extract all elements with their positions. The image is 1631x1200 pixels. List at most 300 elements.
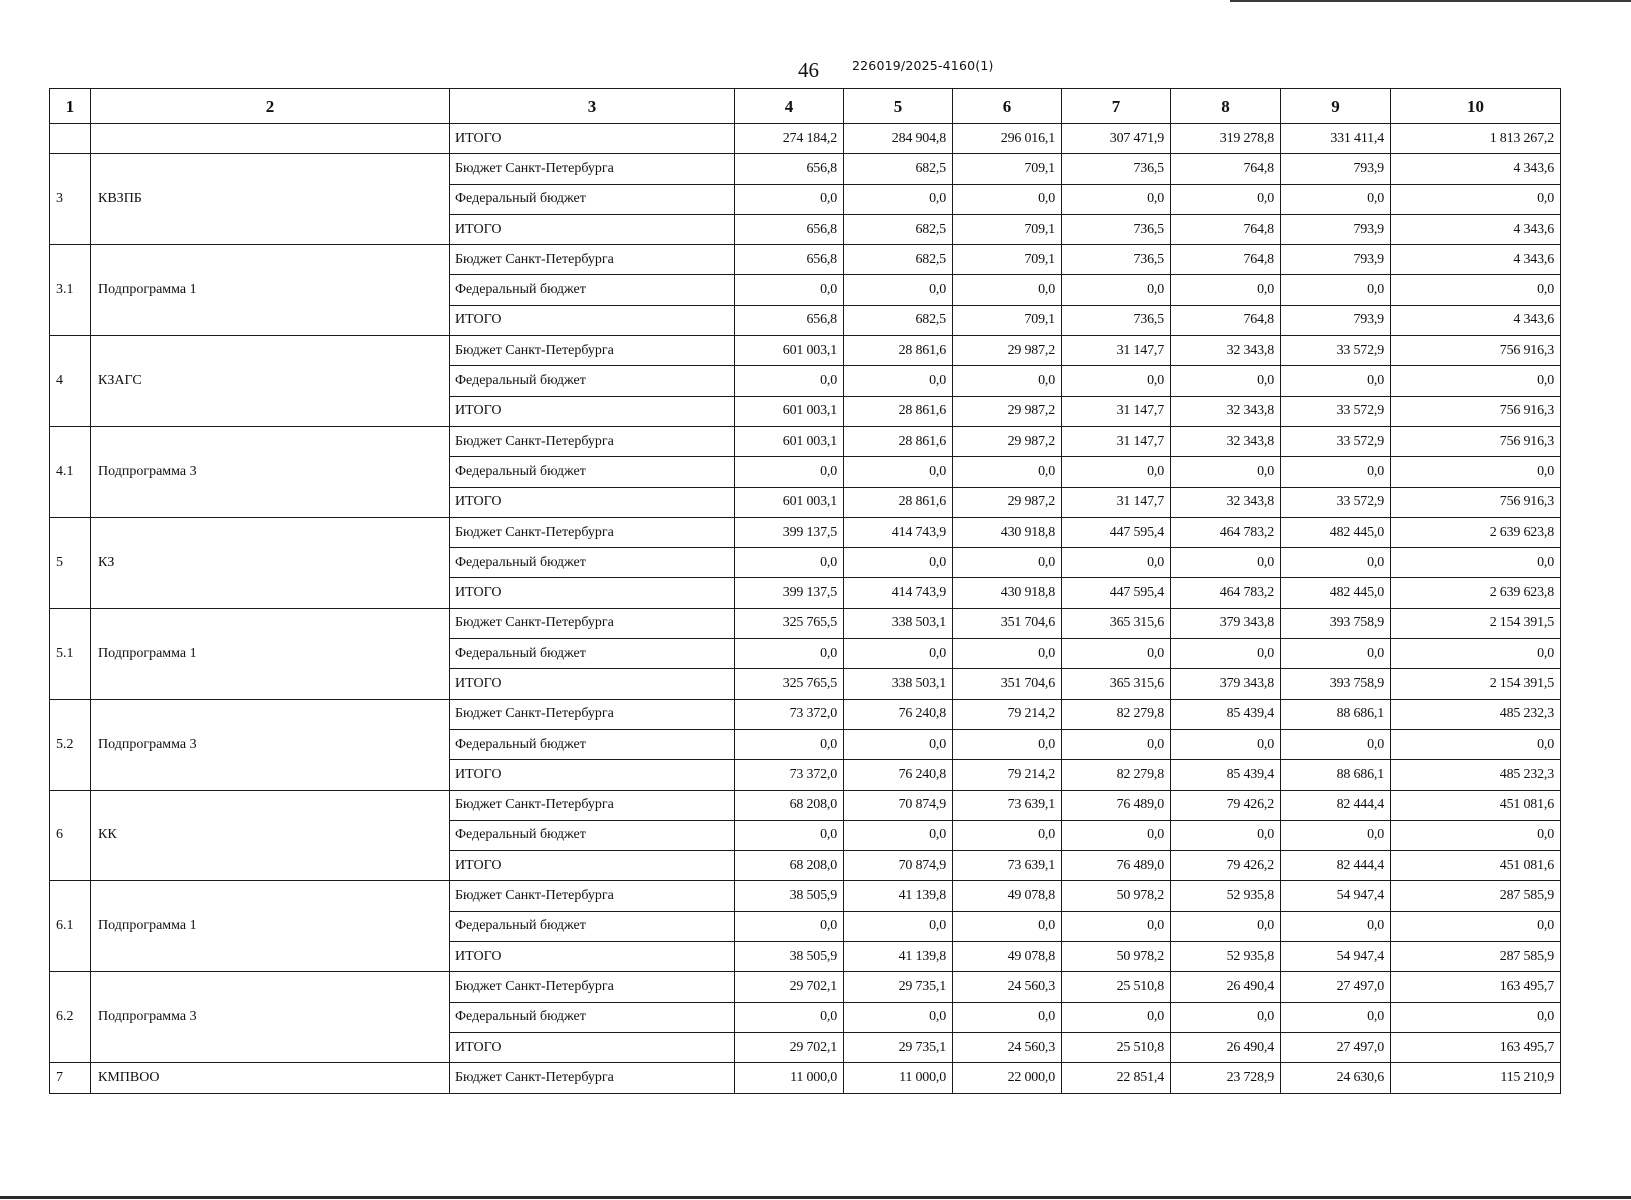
organization-or-subprogram-cell: КМПВОО <box>91 1063 450 1093</box>
amount-cell-col-8: 32 343,8 <box>1171 336 1281 366</box>
amount-cell-col-5: 0,0 <box>844 275 953 305</box>
amount-cell-col-9: 0,0 <box>1281 639 1391 669</box>
scan-edge-top <box>1230 0 1631 2</box>
amount-cell-col-4: 656,8 <box>735 305 844 335</box>
funding-source-cell: Бюджет Санкт-Петербурга <box>450 881 735 911</box>
funding-source-cell: ИТОГО <box>450 487 735 517</box>
amount-cell-col-7: 736,5 <box>1062 245 1171 275</box>
amount-cell-col-6: 0,0 <box>953 1002 1062 1032</box>
amount-cell-col-4: 325 765,5 <box>735 608 844 638</box>
table-row <box>50 881 1561 911</box>
amount-cell-col-10: 287 585,9 <box>1391 881 1561 911</box>
amount-cell-col-9: 393 758,9 <box>1281 669 1391 699</box>
row-code-cell: 4.1 <box>50 426 91 517</box>
column-header-9: 9 <box>1281 89 1391 124</box>
amount-cell-col-6: 22 000,0 <box>953 1063 1062 1093</box>
amount-cell-col-6: 0,0 <box>953 366 1062 396</box>
page-number: 46 <box>798 58 819 82</box>
amount-cell-col-6: 0,0 <box>953 548 1062 578</box>
amount-cell-col-7: 22 851,4 <box>1062 1063 1171 1093</box>
amount-cell-col-7: 365 315,6 <box>1062 608 1171 638</box>
amount-cell-col-5: 28 861,6 <box>844 487 953 517</box>
amount-cell-col-8: 0,0 <box>1171 911 1281 941</box>
amount-cell-col-6: 24 560,3 <box>953 1032 1062 1062</box>
amount-cell-col-9: 82 444,4 <box>1281 851 1391 881</box>
amount-cell-col-9: 0,0 <box>1281 1002 1391 1032</box>
funding-source-cell: Федеральный бюджет <box>450 911 735 941</box>
amount-cell-col-6: 296 016,1 <box>953 124 1062 154</box>
amount-cell-col-10: 163 495,7 <box>1391 972 1561 1002</box>
funding-source-cell: Бюджет Санкт-Петербурга <box>450 517 735 547</box>
amount-cell-col-8: 26 490,4 <box>1171 972 1281 1002</box>
amount-cell-col-7: 31 147,7 <box>1062 336 1171 366</box>
amount-cell-col-6: 0,0 <box>953 911 1062 941</box>
amount-cell-col-9: 0,0 <box>1281 911 1391 941</box>
funding-source-cell: Федеральный бюджет <box>450 457 735 487</box>
amount-cell-col-7: 0,0 <box>1062 729 1171 759</box>
amount-cell-col-10: 163 495,7 <box>1391 1032 1561 1062</box>
amount-cell-col-4: 0,0 <box>735 184 844 214</box>
amount-cell-col-10: 0,0 <box>1391 1002 1561 1032</box>
amount-cell-col-8: 379 343,8 <box>1171 608 1281 638</box>
amount-cell-col-4: 601 003,1 <box>735 396 844 426</box>
funding-source-cell: Федеральный бюджет <box>450 548 735 578</box>
amount-cell-col-4: 656,8 <box>735 154 844 184</box>
amount-cell-col-9: 54 947,4 <box>1281 942 1391 972</box>
amount-cell-col-6: 0,0 <box>953 639 1062 669</box>
row-code-cell: 6 <box>50 790 91 881</box>
amount-cell-col-6: 709,1 <box>953 245 1062 275</box>
amount-cell-col-4: 0,0 <box>735 457 844 487</box>
amount-cell-col-8: 0,0 <box>1171 639 1281 669</box>
row-code-cell: 4 <box>50 336 91 427</box>
amount-cell-col-4: 0,0 <box>735 729 844 759</box>
funding-source-cell: Федеральный бюджет <box>450 639 735 669</box>
amount-cell-col-6: 29 987,2 <box>953 426 1062 456</box>
amount-cell-col-8: 0,0 <box>1171 184 1281 214</box>
amount-cell-col-6: 29 987,2 <box>953 336 1062 366</box>
amount-cell-col-7: 0,0 <box>1062 457 1171 487</box>
amount-cell-col-10: 0,0 <box>1391 366 1561 396</box>
amount-cell-col-4: 274 184,2 <box>735 124 844 154</box>
funding-source-cell: ИТОГО <box>450 669 735 699</box>
empty-code-cell <box>50 124 91 154</box>
amount-cell-col-10: 0,0 <box>1391 729 1561 759</box>
amount-cell-col-6: 24 560,3 <box>953 972 1062 1002</box>
amount-cell-col-5: 0,0 <box>844 911 953 941</box>
amount-cell-col-7: 0,0 <box>1062 1002 1171 1032</box>
amount-cell-col-8: 0,0 <box>1171 548 1281 578</box>
funding-source-cell: Бюджет Санкт-Петербурга <box>450 245 735 275</box>
amount-cell-col-9: 54 947,4 <box>1281 881 1391 911</box>
table-body <box>50 124 1561 1094</box>
amount-cell-col-10: 4 343,6 <box>1391 214 1561 244</box>
amount-cell-col-7: 0,0 <box>1062 184 1171 214</box>
amount-cell-col-10: 756 916,3 <box>1391 426 1561 456</box>
table-row <box>50 608 1561 638</box>
amount-cell-col-9: 27 497,0 <box>1281 972 1391 1002</box>
amount-cell-col-4: 73 372,0 <box>735 699 844 729</box>
amount-cell-col-4: 601 003,1 <box>735 426 844 456</box>
column-header-1: 1 <box>50 89 91 124</box>
amount-cell-col-4: 68 208,0 <box>735 790 844 820</box>
funding-source-cell: ИТОГО <box>450 760 735 790</box>
amount-cell-col-6: 0,0 <box>953 820 1062 850</box>
funding-source-cell: Федеральный бюджет <box>450 820 735 850</box>
amount-cell-col-7: 31 147,7 <box>1062 487 1171 517</box>
amount-cell-col-10: 0,0 <box>1391 911 1561 941</box>
amount-cell-col-5: 0,0 <box>844 1002 953 1032</box>
amount-cell-col-9: 24 630,6 <box>1281 1063 1391 1093</box>
amount-cell-col-6: 0,0 <box>953 275 1062 305</box>
row-code-cell: 3 <box>50 154 91 245</box>
amount-cell-col-7: 0,0 <box>1062 548 1171 578</box>
amount-cell-col-5: 414 743,9 <box>844 578 953 608</box>
amount-cell-col-10: 4 343,6 <box>1391 245 1561 275</box>
amount-cell-col-7: 50 978,2 <box>1062 942 1171 972</box>
table-row <box>50 699 1561 729</box>
amount-cell-col-6: 79 214,2 <box>953 699 1062 729</box>
amount-cell-col-5: 0,0 <box>844 457 953 487</box>
amount-cell-col-6: 430 918,8 <box>953 517 1062 547</box>
amount-cell-col-6: 0,0 <box>953 184 1062 214</box>
row-code-cell: 5 <box>50 517 91 608</box>
amount-cell-col-4: 68 208,0 <box>735 851 844 881</box>
document-registration-stamp: 226019/2025-4160(1) <box>852 58 994 73</box>
amount-cell-col-9: 0,0 <box>1281 366 1391 396</box>
table-row <box>50 972 1561 1002</box>
carryover-total-row <box>50 124 1561 154</box>
amount-cell-col-5: 11 000,0 <box>844 1063 953 1093</box>
amount-cell-col-5: 682,5 <box>844 245 953 275</box>
amount-cell-col-9: 33 572,9 <box>1281 487 1391 517</box>
funding-source-cell: ИТОГО <box>450 305 735 335</box>
amount-cell-col-4: 38 505,9 <box>735 942 844 972</box>
table-row <box>50 336 1561 366</box>
amount-cell-col-9: 0,0 <box>1281 820 1391 850</box>
amount-cell-col-8: 0,0 <box>1171 366 1281 396</box>
amount-cell-col-8: 79 426,2 <box>1171 790 1281 820</box>
amount-cell-col-10: 0,0 <box>1391 639 1561 669</box>
funding-source-cell: Бюджет Санкт-Петербурга <box>450 336 735 366</box>
amount-cell-col-4: 29 702,1 <box>735 972 844 1002</box>
amount-cell-col-5: 29 735,1 <box>844 972 953 1002</box>
funding-source-cell: ИТОГО <box>450 124 735 154</box>
amount-cell-col-9: 27 497,0 <box>1281 1032 1391 1062</box>
amount-cell-col-8: 0,0 <box>1171 1002 1281 1032</box>
amount-cell-col-5: 682,5 <box>844 214 953 244</box>
amount-cell-col-6: 0,0 <box>953 457 1062 487</box>
amount-cell-col-6: 73 639,1 <box>953 851 1062 881</box>
funding-source-cell: Бюджет Санкт-Петербурга <box>450 972 735 1002</box>
amount-cell-col-7: 0,0 <box>1062 820 1171 850</box>
amount-cell-col-7: 736,5 <box>1062 154 1171 184</box>
amount-cell-col-5: 0,0 <box>844 184 953 214</box>
amount-cell-col-4: 0,0 <box>735 548 844 578</box>
table-row <box>50 517 1561 547</box>
amount-cell-col-5: 28 861,6 <box>844 426 953 456</box>
amount-cell-col-8: 0,0 <box>1171 457 1281 487</box>
amount-cell-col-7: 82 279,8 <box>1062 760 1171 790</box>
amount-cell-col-5: 338 503,1 <box>844 608 953 638</box>
table-row <box>50 790 1561 820</box>
amount-cell-col-8: 52 935,8 <box>1171 881 1281 911</box>
organization-or-subprogram-cell: Подпрограмма 1 <box>91 881 450 972</box>
amount-cell-col-8: 32 343,8 <box>1171 396 1281 426</box>
row-code-cell: 6.2 <box>50 972 91 1063</box>
amount-cell-col-7: 447 595,4 <box>1062 578 1171 608</box>
amount-cell-col-7: 0,0 <box>1062 366 1171 396</box>
amount-cell-col-10: 756 916,3 <box>1391 336 1561 366</box>
funding-source-cell: Бюджет Санкт-Петербурга <box>450 699 735 729</box>
funding-source-cell: Федеральный бюджет <box>450 275 735 305</box>
organization-or-subprogram-cell: Подпрограмма 1 <box>91 608 450 699</box>
amount-cell-col-9: 88 686,1 <box>1281 699 1391 729</box>
amount-cell-col-8: 764,8 <box>1171 214 1281 244</box>
amount-cell-col-7: 25 510,8 <box>1062 1032 1171 1062</box>
amount-cell-col-9: 33 572,9 <box>1281 426 1391 456</box>
amount-cell-col-8: 464 783,2 <box>1171 517 1281 547</box>
amount-cell-col-9: 0,0 <box>1281 729 1391 759</box>
amount-cell-col-10: 4 343,6 <box>1391 154 1561 184</box>
amount-cell-col-10: 485 232,3 <box>1391 760 1561 790</box>
amount-cell-col-6: 351 704,6 <box>953 608 1062 638</box>
amount-cell-col-4: 601 003,1 <box>735 336 844 366</box>
amount-cell-col-5: 41 139,8 <box>844 881 953 911</box>
amount-cell-col-10: 451 081,6 <box>1391 790 1561 820</box>
amount-cell-col-4: 656,8 <box>735 245 844 275</box>
organization-or-subprogram-cell: КЗАГС <box>91 336 450 427</box>
amount-cell-col-8: 23 728,9 <box>1171 1063 1281 1093</box>
amount-cell-col-6: 29 987,2 <box>953 487 1062 517</box>
amount-cell-col-9: 482 445,0 <box>1281 578 1391 608</box>
amount-cell-col-10: 4 343,6 <box>1391 305 1561 335</box>
funding-source-cell: ИТОГО <box>450 851 735 881</box>
amount-cell-col-7: 31 147,7 <box>1062 426 1171 456</box>
amount-cell-col-8: 79 426,2 <box>1171 851 1281 881</box>
organization-or-subprogram-cell: КВЗПБ <box>91 154 450 245</box>
column-header-2: 2 <box>91 89 450 124</box>
amount-cell-col-4: 0,0 <box>735 911 844 941</box>
funding-source-cell: Федеральный бюджет <box>450 184 735 214</box>
amount-cell-col-4: 73 372,0 <box>735 760 844 790</box>
amount-cell-col-8: 764,8 <box>1171 154 1281 184</box>
amount-cell-col-6: 29 987,2 <box>953 396 1062 426</box>
amount-cell-col-5: 76 240,8 <box>844 699 953 729</box>
empty-name-cell <box>91 124 450 154</box>
amount-cell-col-4: 0,0 <box>735 639 844 669</box>
amount-cell-col-7: 0,0 <box>1062 639 1171 669</box>
organization-or-subprogram-cell: Подпрограмма 3 <box>91 699 450 790</box>
amount-cell-col-8: 32 343,8 <box>1171 487 1281 517</box>
table-row <box>50 245 1561 275</box>
amount-cell-col-10: 756 916,3 <box>1391 396 1561 426</box>
amount-cell-col-4: 601 003,1 <box>735 487 844 517</box>
amount-cell-col-7: 736,5 <box>1062 214 1171 244</box>
amount-cell-col-9: 482 445,0 <box>1281 517 1391 547</box>
amount-cell-col-5: 70 874,9 <box>844 790 953 820</box>
amount-cell-col-10: 485 232,3 <box>1391 699 1561 729</box>
amount-cell-col-6: 709,1 <box>953 154 1062 184</box>
amount-cell-col-9: 0,0 <box>1281 548 1391 578</box>
amount-cell-col-4: 0,0 <box>735 366 844 396</box>
amount-cell-col-8: 464 783,2 <box>1171 578 1281 608</box>
organization-or-subprogram-cell: Подпрограмма 3 <box>91 972 450 1063</box>
amount-cell-col-5: 76 240,8 <box>844 760 953 790</box>
funding-source-cell: Бюджет Санкт-Петербурга <box>450 608 735 638</box>
amount-cell-col-5: 0,0 <box>844 639 953 669</box>
amount-cell-col-8: 0,0 <box>1171 820 1281 850</box>
amount-cell-col-10: 287 585,9 <box>1391 942 1561 972</box>
amount-cell-col-10: 2 639 623,8 <box>1391 517 1561 547</box>
amount-cell-col-6: 0,0 <box>953 729 1062 759</box>
amount-cell-col-10: 2 639 623,8 <box>1391 578 1561 608</box>
funding-source-cell: Бюджет Санкт-Петербурга <box>450 426 735 456</box>
funding-source-cell: Федеральный бюджет <box>450 729 735 759</box>
amount-cell-col-9: 33 572,9 <box>1281 396 1391 426</box>
amount-cell-col-8: 85 439,4 <box>1171 699 1281 729</box>
funding-source-cell: Федеральный бюджет <box>450 1002 735 1032</box>
column-header-8: 8 <box>1171 89 1281 124</box>
amount-cell-col-9: 0,0 <box>1281 184 1391 214</box>
table-row <box>50 1063 1561 1093</box>
amount-cell-col-5: 682,5 <box>844 305 953 335</box>
amount-cell-col-7: 25 510,8 <box>1062 972 1171 1002</box>
row-code-cell: 6.1 <box>50 881 91 972</box>
amount-cell-col-10: 0,0 <box>1391 457 1561 487</box>
amount-cell-col-8: 764,8 <box>1171 245 1281 275</box>
amount-cell-col-5: 28 861,6 <box>844 336 953 366</box>
amount-cell-col-9: 33 572,9 <box>1281 336 1391 366</box>
funding-source-cell: ИТОГО <box>450 1032 735 1062</box>
amount-cell-col-6: 351 704,6 <box>953 669 1062 699</box>
funding-source-cell: Федеральный бюджет <box>450 366 735 396</box>
amount-cell-col-8: 32 343,8 <box>1171 426 1281 456</box>
amount-cell-col-5: 0,0 <box>844 820 953 850</box>
amount-cell-col-10: 115 210,9 <box>1391 1063 1561 1093</box>
row-code-cell: 5.1 <box>50 608 91 699</box>
amount-cell-col-7: 31 147,7 <box>1062 396 1171 426</box>
amount-cell-col-4: 29 702,1 <box>735 1032 844 1062</box>
amount-cell-col-8: 379 343,8 <box>1171 669 1281 699</box>
row-code-cell: 3.1 <box>50 245 91 336</box>
amount-cell-col-7: 76 489,0 <box>1062 851 1171 881</box>
amount-cell-col-5: 338 503,1 <box>844 669 953 699</box>
scan-edge-bottom <box>0 1196 1631 1199</box>
amount-cell-col-8: 52 935,8 <box>1171 942 1281 972</box>
table-row <box>50 154 1561 184</box>
amount-cell-col-10: 2 154 391,5 <box>1391 669 1561 699</box>
amount-cell-col-4: 399 137,5 <box>735 517 844 547</box>
amount-cell-col-8: 0,0 <box>1171 275 1281 305</box>
amount-cell-col-4: 399 137,5 <box>735 578 844 608</box>
amount-cell-col-8: 0,0 <box>1171 729 1281 759</box>
amount-cell-col-5: 0,0 <box>844 729 953 759</box>
amount-cell-col-10: 1 813 267,2 <box>1391 124 1561 154</box>
amount-cell-col-6: 79 214,2 <box>953 760 1062 790</box>
column-header-4: 4 <box>735 89 844 124</box>
amount-cell-col-4: 325 765,5 <box>735 669 844 699</box>
amount-cell-col-8: 319 278,8 <box>1171 124 1281 154</box>
organization-or-subprogram-cell: Подпрограмма 1 <box>91 245 450 336</box>
amount-cell-col-5: 682,5 <box>844 154 953 184</box>
amount-cell-col-8: 26 490,4 <box>1171 1032 1281 1062</box>
amount-cell-col-9: 88 686,1 <box>1281 760 1391 790</box>
amount-cell-col-4: 11 000,0 <box>735 1063 844 1093</box>
funding-source-cell: ИТОГО <box>450 396 735 426</box>
table-row <box>50 426 1561 456</box>
organization-or-subprogram-cell: Подпрограмма 3 <box>91 426 450 517</box>
funding-source-cell: ИТОГО <box>450 578 735 608</box>
amount-cell-col-7: 0,0 <box>1062 275 1171 305</box>
funding-source-cell: Бюджет Санкт-Петербурга <box>450 1063 735 1093</box>
row-code-cell: 7 <box>50 1063 91 1093</box>
row-code-cell: 5.2 <box>50 699 91 790</box>
amount-cell-col-7: 82 279,8 <box>1062 699 1171 729</box>
amount-cell-col-10: 0,0 <box>1391 275 1561 305</box>
amount-cell-col-4: 38 505,9 <box>735 881 844 911</box>
amount-cell-col-6: 709,1 <box>953 214 1062 244</box>
amount-cell-col-6: 49 078,8 <box>953 942 1062 972</box>
amount-cell-col-8: 85 439,4 <box>1171 760 1281 790</box>
amount-cell-col-7: 50 978,2 <box>1062 881 1171 911</box>
amount-cell-col-5: 0,0 <box>844 548 953 578</box>
column-header-5: 5 <box>844 89 953 124</box>
column-header-7: 7 <box>1062 89 1171 124</box>
amount-cell-col-4: 0,0 <box>735 1002 844 1032</box>
organization-or-subprogram-cell: КЗ <box>91 517 450 608</box>
amount-cell-col-5: 41 139,8 <box>844 942 953 972</box>
amount-cell-col-6: 49 078,8 <box>953 881 1062 911</box>
amount-cell-col-5: 414 743,9 <box>844 517 953 547</box>
amount-cell-col-9: 793,9 <box>1281 245 1391 275</box>
column-number-header-row <box>50 89 1561 124</box>
amount-cell-col-7: 447 595,4 <box>1062 517 1171 547</box>
funding-source-cell: ИТОГО <box>450 214 735 244</box>
amount-cell-col-7: 736,5 <box>1062 305 1171 335</box>
amount-cell-col-10: 451 081,6 <box>1391 851 1561 881</box>
amount-cell-col-9: 393 758,9 <box>1281 608 1391 638</box>
amount-cell-col-8: 764,8 <box>1171 305 1281 335</box>
amount-cell-col-6: 430 918,8 <box>953 578 1062 608</box>
amount-cell-col-7: 0,0 <box>1062 911 1171 941</box>
amount-cell-col-6: 73 639,1 <box>953 790 1062 820</box>
column-header-3: 3 <box>450 89 735 124</box>
amount-cell-col-9: 793,9 <box>1281 305 1391 335</box>
amount-cell-col-9: 793,9 <box>1281 214 1391 244</box>
amount-cell-col-9: 82 444,4 <box>1281 790 1391 820</box>
amount-cell-col-4: 656,8 <box>735 214 844 244</box>
amount-cell-col-5: 28 861,6 <box>844 396 953 426</box>
amount-cell-col-9: 793,9 <box>1281 154 1391 184</box>
amount-cell-col-10: 2 154 391,5 <box>1391 608 1561 638</box>
amount-cell-col-9: 0,0 <box>1281 457 1391 487</box>
amount-cell-col-10: 0,0 <box>1391 548 1561 578</box>
amount-cell-col-7: 365 315,6 <box>1062 669 1171 699</box>
amount-cell-col-5: 284 904,8 <box>844 124 953 154</box>
amount-cell-col-5: 70 874,9 <box>844 851 953 881</box>
amount-cell-col-7: 76 489,0 <box>1062 790 1171 820</box>
column-header-6: 6 <box>953 89 1062 124</box>
amount-cell-col-9: 331 411,4 <box>1281 124 1391 154</box>
organization-or-subprogram-cell: КК <box>91 790 450 881</box>
funding-source-cell: ИТОГО <box>450 942 735 972</box>
amount-cell-col-9: 0,0 <box>1281 275 1391 305</box>
funding-source-cell: Бюджет Санкт-Петербурга <box>450 154 735 184</box>
amount-cell-col-10: 0,0 <box>1391 820 1561 850</box>
amount-cell-col-4: 0,0 <box>735 275 844 305</box>
amount-cell-col-6: 709,1 <box>953 305 1062 335</box>
